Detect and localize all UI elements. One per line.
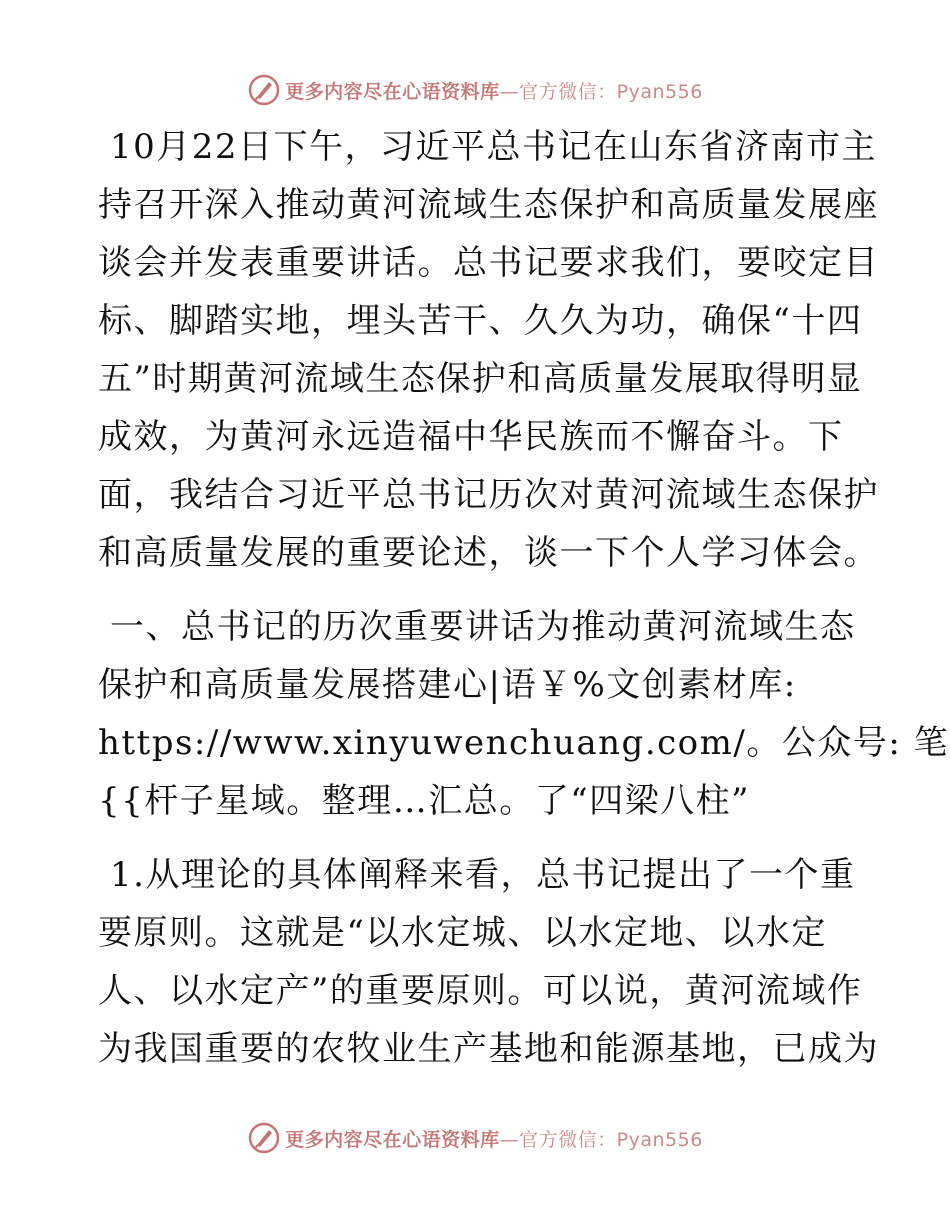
- text-line: 标、脚踏实地，埋头苦干、久久为功，确保“十四: [98, 301, 863, 341]
- quill-circle-icon: [247, 73, 281, 107]
- watermark-text: [285, 1125, 703, 1152]
- watermark-text: [285, 77, 703, 104]
- text-line: 和高质量发展的重要论述，谈一下个人学习体会。: [98, 533, 879, 573]
- watermark-suffix: 官方微信：Pyan556: [519, 80, 703, 103]
- paragraph-point-one: [98, 846, 879, 1078]
- watermark-dash: —: [499, 80, 520, 103]
- text-line: 谈会并发表重要讲话。总书记要求我们，要咬定目: [98, 243, 879, 283]
- paragraph-intro: [98, 118, 879, 582]
- watermark-brand: 更多内容尽在心语资料库: [285, 80, 500, 103]
- watermark-brand: 更多内容尽在心语资料库: [285, 1128, 500, 1151]
- text-line: 人、以水定产”的重要原则。可以说，黄河流域作: [98, 971, 863, 1011]
- footer-watermark: [0, 1118, 950, 1158]
- text-line: 1.从理论的具体阐释来看，总书记提出了一个重: [110, 855, 856, 895]
- text-line: {{杆子星域。整理…汇总。了“四梁八柱”: [98, 781, 751, 821]
- section-heading-line: 一、总书记的历次重要讲话为推动黄河流域生态: [110, 607, 856, 647]
- document-body: [98, 118, 950, 1078]
- watermark-dash: —: [499, 1128, 520, 1151]
- text-line: https://www.xinyuwenchuang.com/。公众号: 笔: [98, 723, 950, 763]
- quill-circle-icon: [247, 1121, 281, 1155]
- text-line: 成效，为黄河永远造福中华民族而不懈奋斗。下: [98, 417, 844, 457]
- text-line: 为我国重要的农牧业生产基地和能源基地，已成为: [98, 1029, 879, 1069]
- text-line: 要原则。这就是“以水定城、以水定地、以水定: [98, 913, 827, 953]
- text-line: 五”时期黄河流域生态保护和高质量发展取得明显: [98, 359, 863, 399]
- paragraph-section-one: [98, 598, 950, 830]
- text-line: 10月22日下午，习近平总书记在山东省济南市主: [110, 127, 878, 167]
- header-watermark: [0, 70, 950, 110]
- watermark-suffix: 官方微信：Pyan556: [519, 1128, 703, 1151]
- text-line: 保护和高质量发展搭建心|语￥%文创素材库:: [98, 665, 797, 705]
- text-line: 持召开深入推动黄河流域生态保护和高质量发展座: [98, 185, 879, 225]
- text-line: 面，我结合习近平总书记历次对黄河流域生态保护: [98, 475, 879, 515]
